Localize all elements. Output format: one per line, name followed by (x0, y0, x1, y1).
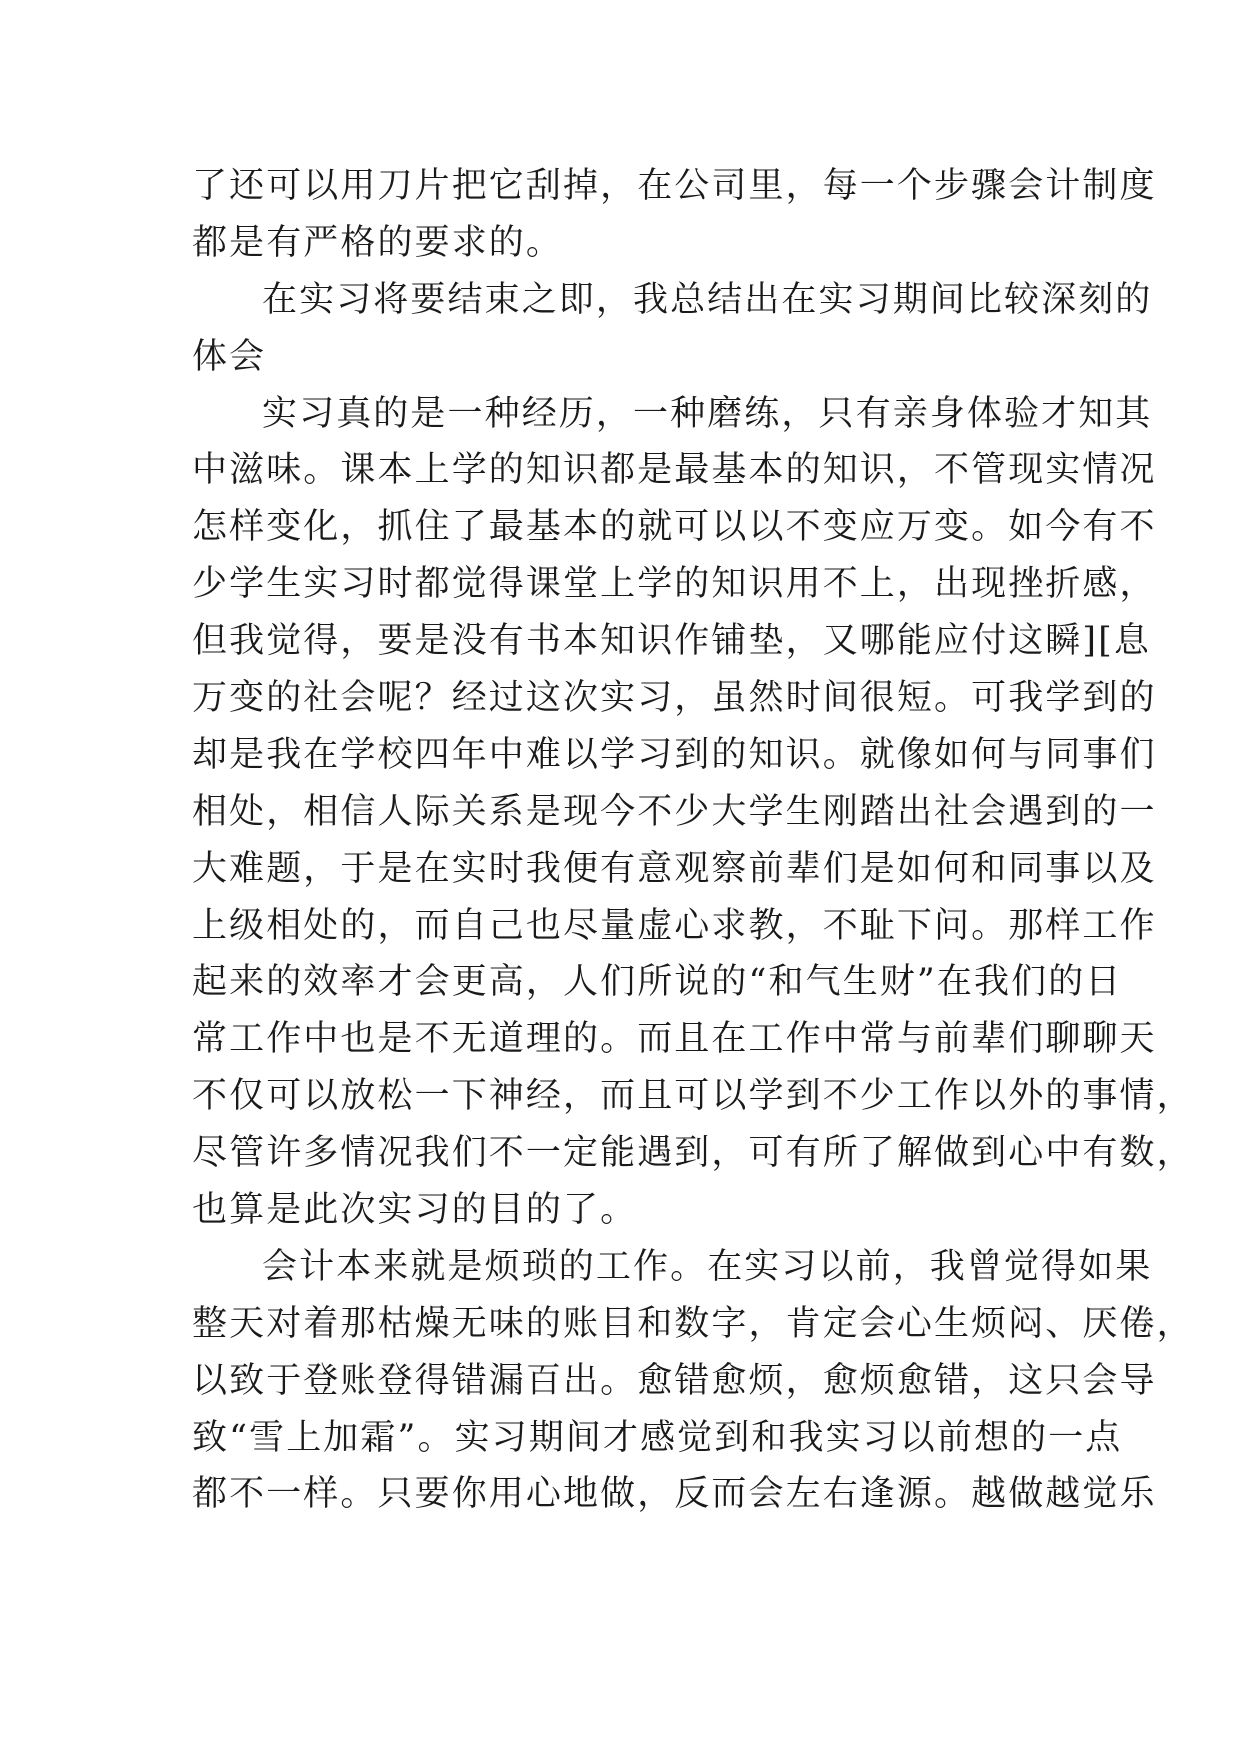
paragraph-start-line: 实习真的是一种经历，一种磨练，只有亲身体验才知其 (262, 393, 1153, 434)
body-text (192, 158, 1194, 1523)
text-line: 常工作中也是不无道理的。而且在工作中常与前辈们聊聊天 (192, 1019, 1157, 1060)
text-line: 但我觉得，要是没有书本知识作铺垫，又哪能应付这瞬][息 (192, 621, 1152, 662)
text-line: 中滋味。课本上学的知识都是最基本的知识，不管现实情况 (192, 450, 1157, 491)
text-line: 起来的效率才会更高，人们所说的“和气生财”在我们的日 (192, 962, 1123, 1003)
text-line: 却是我在学校四年中难以学习到的知识。就像如何与同事们 (192, 734, 1157, 775)
text-line: 少学生实习时都觉得课堂上学的知识用不上，出现挫折感， (192, 564, 1157, 605)
text-line: 致“雪上加霜”。实习期间才感觉到和我实习以前想的一点 (192, 1417, 1123, 1458)
text-line: 体会 (192, 336, 267, 377)
text-line: 万变的社会呢？经过这次实习，虽然时间很短。可我学到的 (192, 678, 1157, 719)
text-line: 大难题，于是在实时我便有意观察前辈们是如何和同事以及 (192, 848, 1157, 889)
text-line: 尽管许多情况我们不一定能遇到，可有所了解做到心中有数， (192, 1133, 1194, 1174)
text-line: 也算是此次实习的目的了。 (192, 1190, 638, 1231)
text-line: 了还可以用刀片把它刮掉，在公司里，每一个步骤会计制度 (192, 166, 1157, 206)
text-line: 以致于登账登得错漏百出。愈错愈烦，愈烦愈错，这只会导 (192, 1360, 1157, 1401)
text-line: 相处，相信人际关系是现今不少大学生刚踏出社会遇到的一 (192, 791, 1157, 832)
text-line: 整天对着那枯燥无味的账目和数字，肯定会心生烦闷、厌倦， (192, 1303, 1194, 1344)
paragraph-start-line: 会计本来就是烦琐的工作。在实习以前，我曾觉得如果 (262, 1246, 1153, 1287)
text-line: 上级相处的，而自己也尽量虚心求教，不耻下问。那样工作 (192, 905, 1157, 946)
text-line: 都不一样。只要你用心地做，反而会左右逢源。越做越觉乐 (192, 1474, 1157, 1515)
text-line: 怎样变化，抓住了最基本的就可以以不变应万变。如今有不 (192, 507, 1157, 548)
text-line: 不仅可以放松一下神经，而且可以学到不少工作以外的事情， (192, 1076, 1194, 1117)
paragraph-start-line: 在实习将要结束之即，我总结出在实习期间比较深刻的 (262, 279, 1153, 320)
text-line: 都是有严格的要求的。 (192, 222, 564, 263)
